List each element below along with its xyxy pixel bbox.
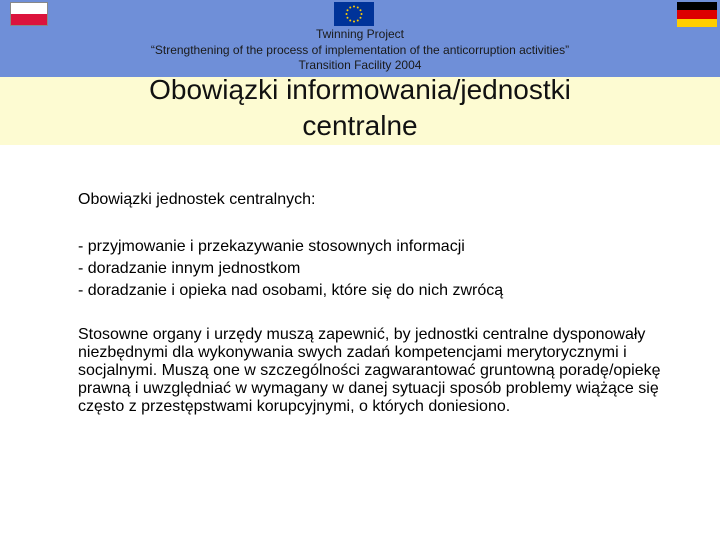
slide-body (78, 190, 698, 416)
eu-star (361, 13, 363, 15)
eu-flag-icon (334, 2, 374, 26)
list-item: - przyjmowanie i przekazywanie stosownych informacji (78, 238, 465, 255)
eu-star (360, 17, 362, 19)
title-line-2: centralne (302, 110, 418, 141)
eu-star (357, 20, 359, 22)
eu-star (357, 7, 359, 9)
project-name: Twinning Project (315, 27, 405, 41)
duties-list (78, 236, 698, 302)
intro-text: Obowiązki jednostek centralnych: (78, 191, 316, 208)
project-subtitle: “Strengthening of the process of implementation of the anticorruption activities” (150, 42, 570, 57)
eu-star (347, 17, 349, 19)
poland-flag-icon (10, 2, 48, 26)
eu-star (347, 9, 349, 11)
germany-flag-icon (677, 2, 717, 27)
eu-star (349, 7, 351, 9)
list-item: - doradzanie innym jednostkom (78, 260, 301, 277)
project-header (0, 27, 720, 74)
body-paragraph: Stosowne organy i urzędy muszą zapewnić, by jednostki centralne dysponowały niezbędnymi dla wykonywania swych zadań kompetencjami merytorycznymi i socjalnymi. Muszą one w szczególności zagwarantować gruntowną poradę/opiekę prawną i uwzględniać w wymagany w danej sytuacji sposób problemy wiążące się często z przestępstwami korupcyjnymi, o których doniesiono. (78, 326, 661, 415)
list-item: - doradzanie i opieka nad osobami, które się do nich zwrócą (78, 282, 504, 299)
eu-star (353, 21, 355, 23)
project-facility: Transition Facility 2004 (298, 58, 422, 72)
eu-star (346, 13, 348, 15)
slide-title (40, 72, 680, 144)
eu-star (360, 9, 362, 11)
eu-star (349, 20, 351, 22)
eu-star (353, 6, 355, 8)
title-line-1: Obowiązki informowania/jednostki (149, 74, 571, 105)
